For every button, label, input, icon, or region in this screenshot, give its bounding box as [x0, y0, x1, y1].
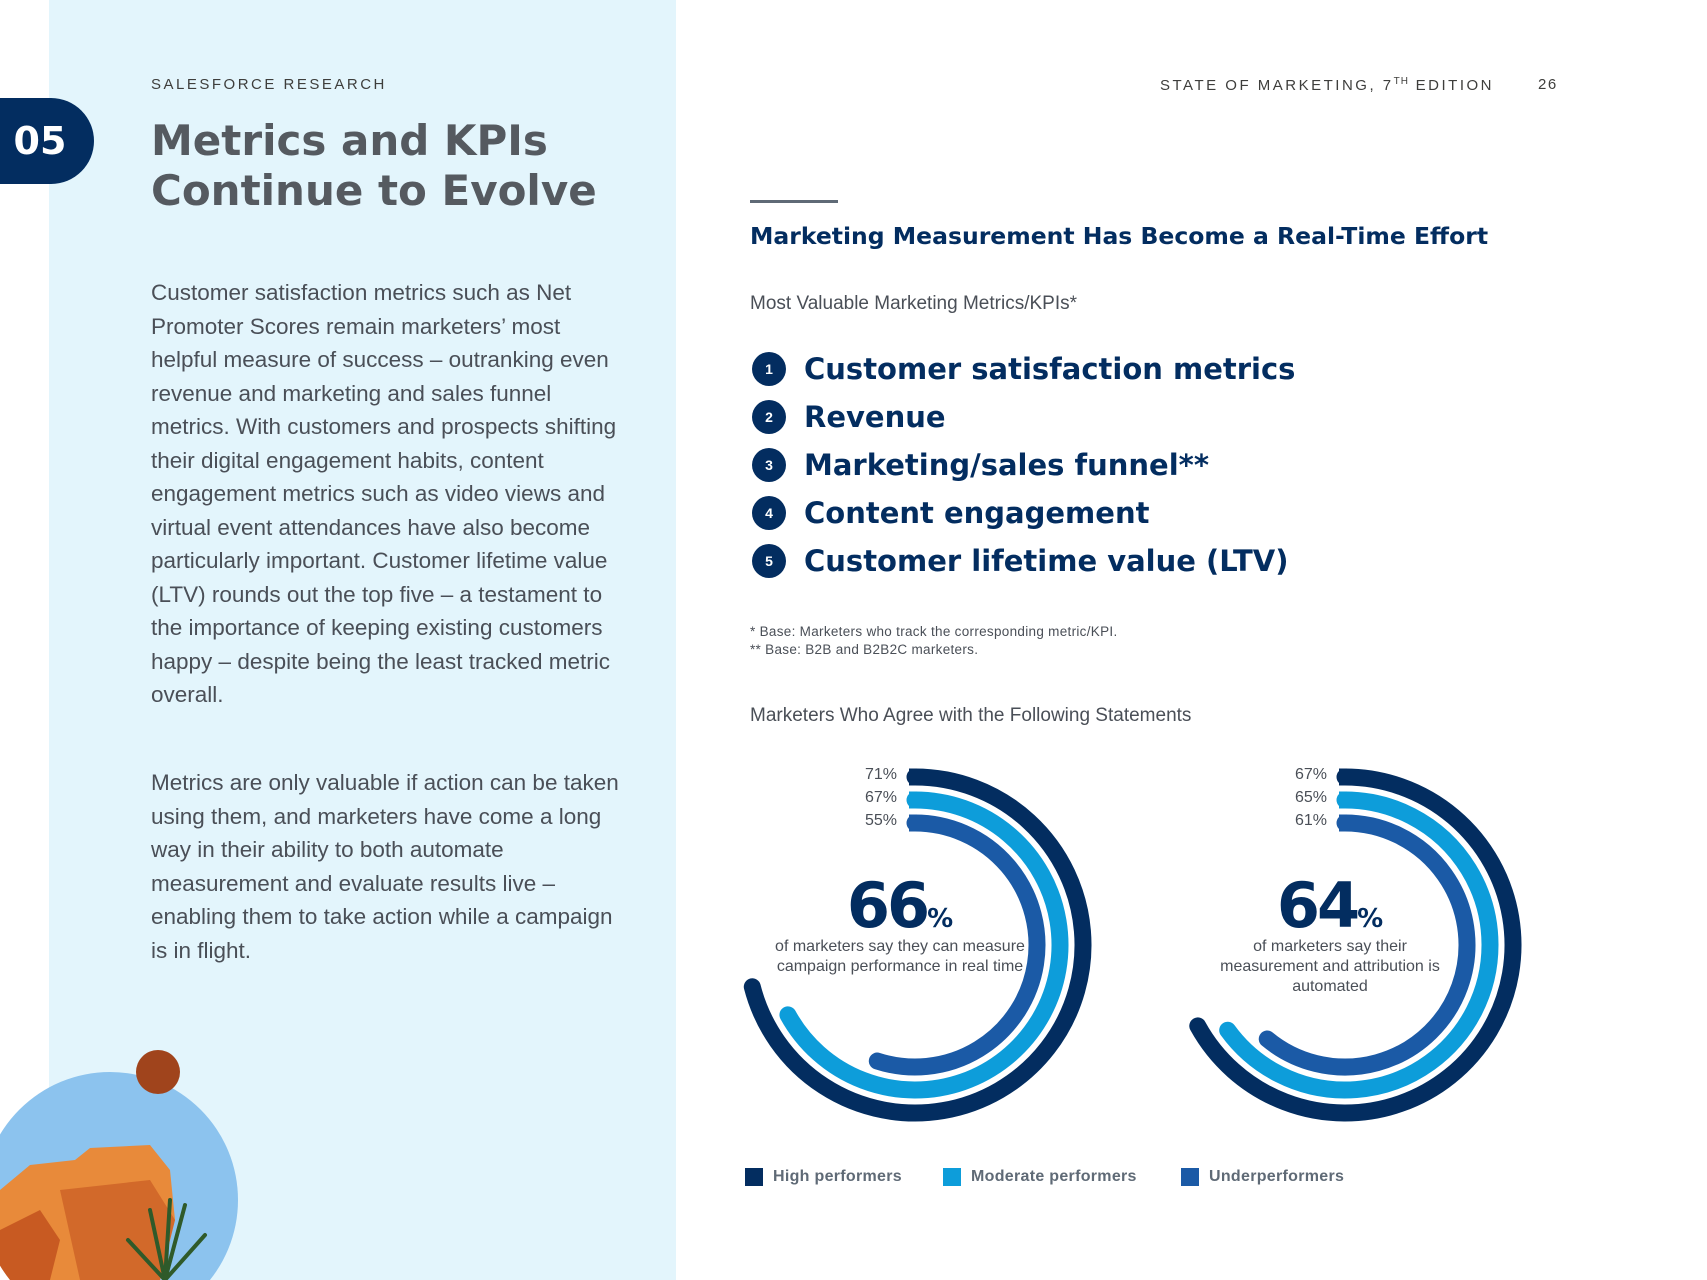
legend-item-moderate	[943, 1168, 1137, 1186]
section-number: 05	[13, 119, 67, 163]
headline-unit: %	[1357, 904, 1384, 934]
kpi-rank-badge: 1	[752, 352, 786, 386]
footnote-1: * Base: Marketers who track the corresponding metric/KPI.	[750, 624, 1118, 639]
stat-caption: of marketers say their measurement and attribution is automated	[1220, 938, 1440, 995]
kpi-label: Content engagement	[804, 496, 1150, 530]
ring-label-high: 67%	[1294, 766, 1327, 783]
heading-rule	[750, 200, 838, 203]
ring-moderate-start-cap	[1339, 792, 1347, 809]
legend-swatch	[943, 1168, 961, 1186]
ring-high-start-cap	[909, 769, 917, 786]
kpi-rank-badge: 4	[752, 496, 786, 530]
figure-heading: Marketing Measurement Has Become a Real-Time Effort	[750, 222, 1489, 250]
ring-label-under: 61%	[1294, 812, 1327, 829]
ring-label-moderate: 67%	[864, 789, 897, 806]
stat-caption: of marketers say they can measure campaign performance in real time	[775, 938, 1025, 975]
page-number: 26	[1538, 76, 1558, 93]
kpi-subhead: Most Valuable Marketing Metrics/KPIs*	[750, 293, 1077, 314]
kpi-item	[752, 489, 1295, 537]
legend-label: Moderate performers	[971, 1168, 1137, 1185]
desert-illustration	[0, 1040, 260, 1280]
legend-swatch	[1181, 1168, 1199, 1186]
kpi-item	[752, 393, 1295, 441]
kpi-label: Marketing/sales funnel**	[804, 448, 1209, 482]
kpi-rank-badge: 5	[752, 544, 786, 578]
kpi-item	[752, 537, 1295, 585]
kpi-item	[752, 441, 1295, 489]
legend-item-high	[745, 1168, 902, 1186]
body-paragraph-2: Metrics are only valuable if action can be taken using them, and marketers have come a long way in their ability to both automate measurement and evaluate results live – enabling them to take action while a campaign is in flight.	[151, 770, 619, 963]
radial-chart-realtime	[740, 755, 1120, 1125]
ring-under-start-cap	[909, 815, 917, 832]
sun-shape	[136, 1050, 180, 1094]
kpi-rank-badge: 2	[752, 400, 786, 434]
legend-label: Underperformers	[1209, 1168, 1345, 1185]
legend-swatch	[745, 1168, 763, 1186]
agree-subhead: Marketers Who Agree with the Following Statements	[750, 705, 1192, 726]
legend-label: High performers	[773, 1168, 902, 1185]
page-title	[151, 116, 631, 216]
kpi-label: Customer satisfaction metrics	[804, 352, 1296, 386]
headline-value: 66	[846, 869, 928, 942]
body-paragraph-1: Customer satisfaction metrics such as Net Promoter Scores remain marketers’ most helpful measure of success – outranking even revenue and marketing and sales funnel metrics. With customers and prospects shifting their digital engagement habits, content engagement metrics such as video views and virtual event attendances have also become particularly important. Customer lifetime value (LTV) rounds out the top five – a testament to the importance of keeping existing customers happy – despite being the least tracked metric overall.	[151, 280, 617, 707]
headline-unit: %	[927, 904, 954, 934]
page-title-line1: Metrics and KPIs	[151, 116, 548, 165]
ring-high-start-cap	[1339, 769, 1347, 786]
kpi-list	[752, 345, 1295, 585]
ring-label-moderate: 65%	[1294, 789, 1327, 806]
kpi-label: Customer lifetime value (LTV)	[804, 544, 1289, 578]
report-title-sup: TH	[1393, 76, 1409, 87]
kpi-item	[752, 345, 1295, 393]
report-title	[1160, 76, 1494, 94]
report-title-suffix: EDITION	[1408, 77, 1494, 94]
headline-value: 64	[1276, 869, 1358, 942]
ring-label-under: 55%	[864, 812, 897, 829]
ring-label-high: 71%	[864, 766, 897, 783]
ring-moderate-start-cap	[909, 792, 917, 809]
section-number-badge	[0, 98, 94, 184]
report-title-main: STATE OF MARKETING, 7	[1160, 77, 1394, 94]
legend-item-under	[1181, 1168, 1344, 1186]
kpi-rank-badge: 3	[752, 448, 786, 482]
page-title-line2: Continue to Evolve	[151, 166, 597, 215]
kpi-label: Revenue	[804, 400, 946, 434]
ring-under-start-cap	[1339, 815, 1347, 832]
footnote-2: ** Base: B2B and B2B2C marketers.	[750, 642, 979, 657]
eyebrow-publisher: SALESFORCE RESEARCH	[151, 76, 387, 93]
radial-chart-automated	[1170, 755, 1550, 1125]
